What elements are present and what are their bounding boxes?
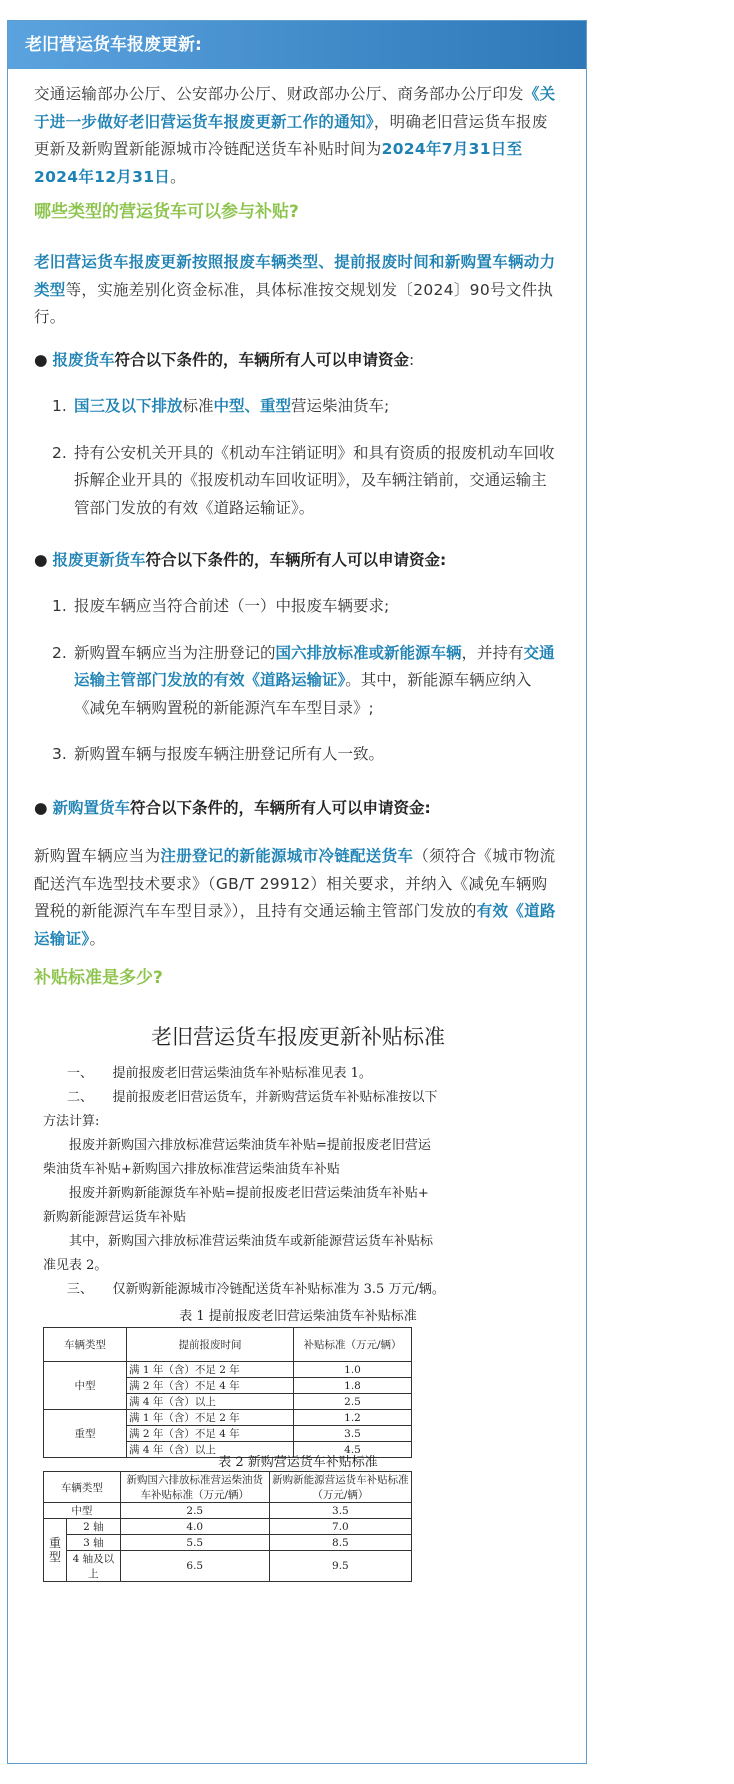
header-title: 老旧营运货车报废更新: xyxy=(25,35,202,55)
table1 xyxy=(43,1327,412,1458)
renew-truck-label: 报废更新货车 xyxy=(52,551,146,569)
table-row xyxy=(44,1503,412,1519)
list-item xyxy=(34,440,562,523)
scrap-truck-label: 报废货车 xyxy=(52,351,115,369)
scrap-truck-bullet xyxy=(34,347,562,374)
item-text-3: 。其中，新能源车辆应纳入《减免车辆购置税的新能源汽车车型目录》; xyxy=(74,671,532,717)
subsidy-standard-document xyxy=(34,1009,562,1580)
scrap-conditions-list xyxy=(34,393,562,522)
item-text: 标准 xyxy=(182,397,214,415)
new-truck-text-2: （须符合《城市物流配送汽车选型技术要求》（GB/T 29912）相关要求，并纳入《减免车辆购置税的新能源汽车车型目录》），且持有交通运输主管部门发放的 xyxy=(34,847,556,920)
question-heading-standard: 补贴标准是多少? xyxy=(34,968,163,988)
table-cell: 满 1 年（含）不足 2 年 xyxy=(127,1362,294,1378)
intro-text: 交通运输部办公厅、公安部办公厅、财政部办公厅、商务部办公厅印发 xyxy=(34,85,524,103)
list-item xyxy=(34,593,562,621)
table1-caption: 表 1 提前报废老旧营运柴油货车补贴标准 xyxy=(179,1309,417,1324)
table-cell: 5.5 xyxy=(120,1535,269,1551)
intro-text-3: 。 xyxy=(170,167,186,186)
document-line: 准见表 2。 xyxy=(43,1258,108,1273)
table2 xyxy=(43,1471,412,1582)
table-header: 补贴标准（万元/辆） xyxy=(294,1328,412,1362)
notice-link[interactable]: 《关于进一步做好老旧营运货车报废更新工作的通知》 xyxy=(34,85,556,131)
item-text: 新购置车辆与报废车辆注册登记所有人一致。 xyxy=(74,745,385,763)
table-cell: 1.0 xyxy=(294,1362,412,1378)
list-item xyxy=(34,741,562,769)
document-line: 三、 仅新购新能源城市冷链配送货车补贴标准为 3.5 万元/辆。 xyxy=(67,1282,445,1297)
list-item xyxy=(34,640,562,723)
renew-conditions-list xyxy=(34,593,562,769)
table-cell: 2.5 xyxy=(294,1394,412,1410)
list-number: 1. xyxy=(52,597,67,615)
table-cell: 满 4 年（含）以上 xyxy=(127,1394,294,1410)
basis-highlight: 老旧营运货车报废更新按照报废车辆类型、提前报废时间和新购置车辆动力类型 xyxy=(34,253,556,299)
emission-ev-highlight: 国六排放标准或新能源车辆 xyxy=(275,643,462,662)
table-row xyxy=(44,1551,412,1582)
scrap-truck-title: 符合以下条件的，车辆所有人可以申请资金 xyxy=(114,351,409,369)
axle-cell: 2 轴 xyxy=(67,1519,121,1535)
table-row xyxy=(44,1535,412,1551)
document-line: 其中，新购国六排放标准营运柴油货车或新能源营运货车补贴标 xyxy=(69,1234,434,1249)
table-header: 新购新能源营运货车补贴标准（万元/辆） xyxy=(269,1472,411,1503)
table-row xyxy=(44,1362,412,1378)
vehicle-type-cell: 中型 xyxy=(44,1503,121,1519)
basis-text: 等，实施差别化资金标准，具体标准按交规划发〔2024〕90号文件执行。 xyxy=(34,280,554,326)
table-header: 提前报废时间 xyxy=(127,1328,294,1362)
renew-truck-bullet xyxy=(34,547,562,574)
table-cell: 4.5 xyxy=(294,1442,412,1458)
section-header xyxy=(8,21,586,69)
document-line: 二、 提前报废老旧营运货车，并新购营运货车补贴标准按以下 xyxy=(67,1090,438,1105)
document-line: 方法计算: xyxy=(43,1114,100,1129)
intro-paragraph xyxy=(34,81,562,191)
table-cell: 满 4 年（含）以上 xyxy=(127,1442,294,1458)
list-number: 3. xyxy=(52,745,67,763)
table-cell: 3.5 xyxy=(269,1503,411,1519)
axle-cell: 4 轴及以上 xyxy=(67,1551,121,1582)
table-row xyxy=(44,1519,412,1535)
bullet-dot: ● xyxy=(34,351,48,369)
vehicle-size-highlight: 中型、重型 xyxy=(213,397,292,415)
transport-license-highlight: 有效《道路运输证》 xyxy=(34,902,556,948)
renew-truck-title: 符合以下条件的，车辆所有人可以申请资金: xyxy=(145,551,447,569)
new-truck-title: 符合以下条件的，车辆所有人可以申请资金: xyxy=(129,799,431,817)
bullet-dot: ● xyxy=(34,799,48,817)
list-number: 2. xyxy=(52,643,67,662)
item-text: 报废车辆应当符合前述（一）中报废车辆要求; xyxy=(74,597,390,615)
table-header: 车辆类型 xyxy=(44,1328,127,1362)
table-cell: 2.5 xyxy=(120,1503,269,1519)
list-number: 2. xyxy=(52,443,67,462)
item-text: 持有公安机关开具的《机动车注销证明》和具有资质的报废机动车回收拆解企业开具的《报废机动车回收证明》，及车辆注销前，交通运输主管部门发放的有效《道路运输证》。 xyxy=(74,443,555,517)
item-text-2: ，并持有 xyxy=(461,643,524,662)
list-item xyxy=(34,393,562,421)
table-cell: 1.2 xyxy=(294,1410,412,1426)
table-cell: 4.0 xyxy=(120,1519,269,1535)
intro-text-2: ，明确老旧营运货车报废更新及新购置新能源城市冷链配送货车补贴时间为 xyxy=(34,112,548,158)
document-title: 老旧营运货车报废更新补贴标准 xyxy=(151,1025,445,1049)
table-cell: 8.5 xyxy=(269,1535,411,1551)
item-text: 新购置车辆应当为注册登记的 xyxy=(74,643,276,662)
document-line: 一、 提前报废老旧营运柴油货车补贴标准见表 1。 xyxy=(67,1066,372,1081)
table-cell: 满 2 年（含）不足 4 年 xyxy=(127,1426,294,1442)
vehicle-type-cell: 重型 xyxy=(44,1410,127,1458)
table-cell: 7.0 xyxy=(269,1519,411,1535)
colon: : xyxy=(409,351,415,369)
table-cell: 3.5 xyxy=(294,1426,412,1442)
bullet-dot: ● xyxy=(34,551,48,569)
new-truck-paragraph xyxy=(34,843,562,953)
table-row xyxy=(44,1410,412,1426)
table-cell: 9.5 xyxy=(269,1551,411,1582)
basis-paragraph xyxy=(34,249,562,332)
table-header: 新购国六排放标准营运柴油货车补贴标准（万元/辆） xyxy=(120,1472,269,1503)
emission-highlight: 国三及以下排放 xyxy=(74,397,183,415)
table-header: 车辆类型 xyxy=(44,1472,121,1503)
new-truck-text: 新购置车辆应当为 xyxy=(34,847,161,865)
list-number: 1. xyxy=(52,397,67,415)
document-line: 新购新能源营运货车补贴 xyxy=(43,1210,187,1225)
new-truck-text-3: 。 xyxy=(89,929,106,948)
subsidy-period: 2024年7月31日至2024年12月31日 xyxy=(34,140,523,186)
question-heading-types: 哪些类型的营运货车可以参与补贴? xyxy=(34,202,299,222)
table-cell: 满 1 年（含）不足 2 年 xyxy=(127,1410,294,1426)
axle-cell: 3 轴 xyxy=(67,1535,121,1551)
table2-caption: 表 2 新购营运货车补贴标准 xyxy=(218,1455,378,1470)
cold-chain-highlight: 注册登记的新能源城市冷链配送货车 xyxy=(160,847,414,865)
transport-license-highlight: 交通运输主管部门发放的有效《道路运输证》 xyxy=(74,643,555,689)
article-card xyxy=(7,20,587,1764)
item-text-2: 营运柴油货车; xyxy=(291,397,390,415)
vehicle-type-cell: 重型 xyxy=(44,1519,67,1582)
table-cell: 6.5 xyxy=(120,1551,269,1582)
document-line: 报废并新购新能源货车补贴=提前报废老旧营运柴油货车补贴+ xyxy=(69,1186,429,1201)
document-line: 柴油货车补贴+新购国六排放标准营运柴油货车补贴 xyxy=(43,1162,340,1177)
vehicle-type-cell: 中型 xyxy=(44,1362,127,1410)
table-cell: 1.8 xyxy=(294,1378,412,1394)
new-truck-label: 新购置货车 xyxy=(52,799,130,817)
table-cell: 满 2 年（含）不足 4 年 xyxy=(127,1378,294,1394)
new-truck-bullet xyxy=(34,795,562,822)
document-line: 报废并新购国六排放标准营运柴油货车补贴=提前报废老旧营运 xyxy=(69,1138,431,1153)
